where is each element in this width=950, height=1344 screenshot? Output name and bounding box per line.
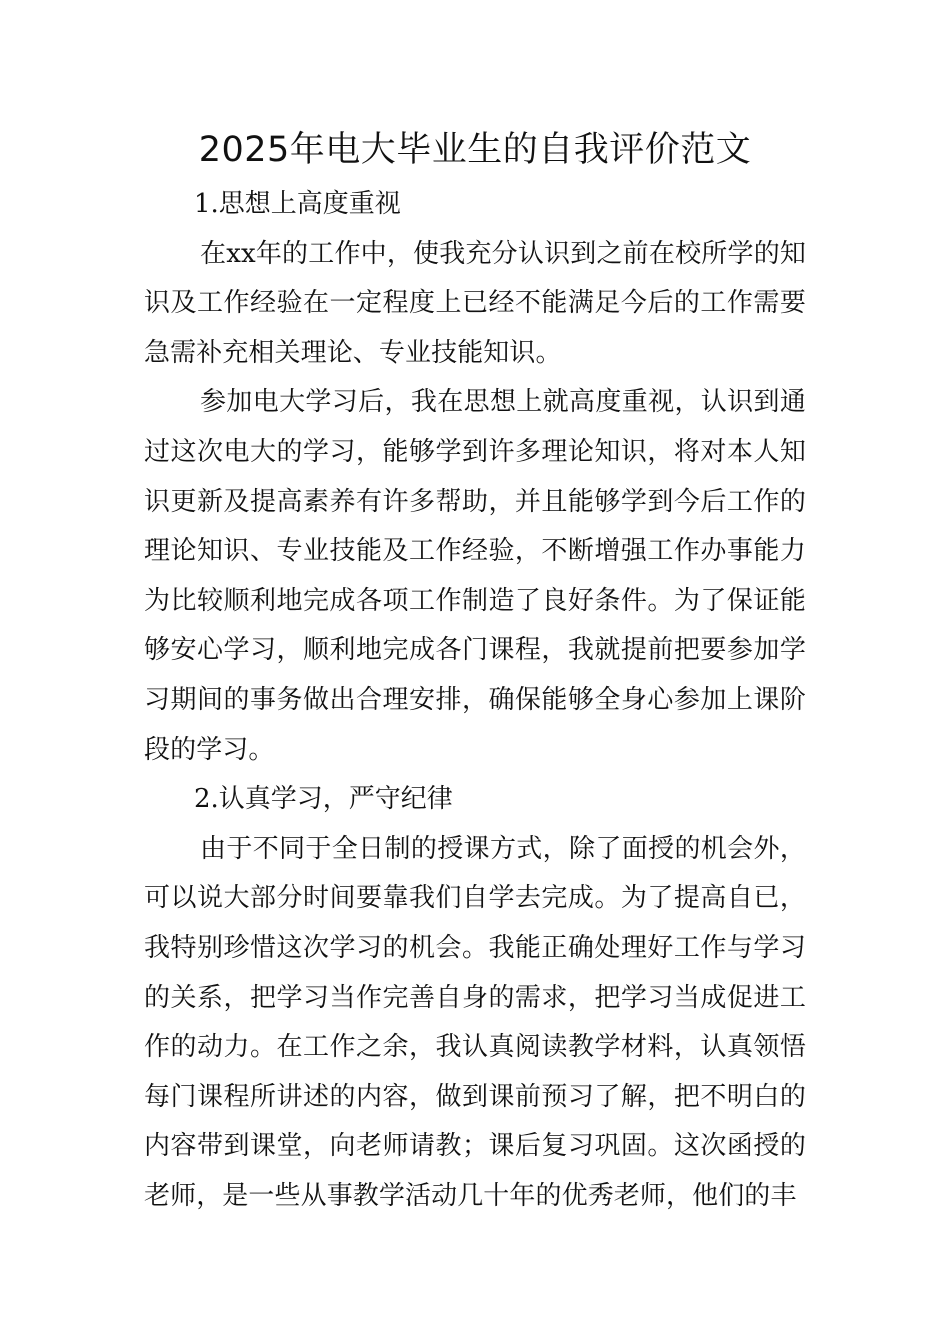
paragraph: 参加电大学习后，我在思想上就高度重视，认识到通过这次电大的学习，能够学到许多理论知识，将对本人知识更新及提高素养有许多帮助，并且能够学到今后工作的理论知识、专业技能及工作经验，不断增强工作办事能力为比较顺利地完成各项工作制造了良好条件。为了保证能够安心学习，顺利地完成各门课程，我就提前把要参加学习期间的事务做出合理安排，确保能够全身心参加上课阶段的学习。 (144, 387, 806, 765)
paragraph: 在xx年的工作中，使我充分认识到之前在校所学的知识及工作经验在一定程度上已经不能满足今后的工作需要急需补充相关理论、专业技能知识。 (144, 238, 806, 368)
section-heading: 1.思想上高度重视 (194, 189, 401, 219)
section-heading: 2.认真学习，严守纪律 (194, 784, 453, 815)
paragraph: 由于不同于全日制的授课方式，除了面授的机会外，可以说大部分时间要靠我们自学去完成。为了提高自已，我特别珍惜这次学习的机会。我能正确处理好工作与学习的关系，把学习当作完善自身的需求，把学习当成促进工作的动力。在工作之余，我认真阅读教学材料，认真领悟每门课程所讲述的内容，做到课前预习了解，把不明白的内容带到课堂，向老师请教；课后复习巩固。这次函授的老师，是一些从事教学活动几十年的优秀老师，他们的丰 (144, 833, 806, 1211)
document-body (144, 180, 806, 1221)
document-title: 2025年电大毕业生的自我评价范文 (198, 130, 752, 170)
